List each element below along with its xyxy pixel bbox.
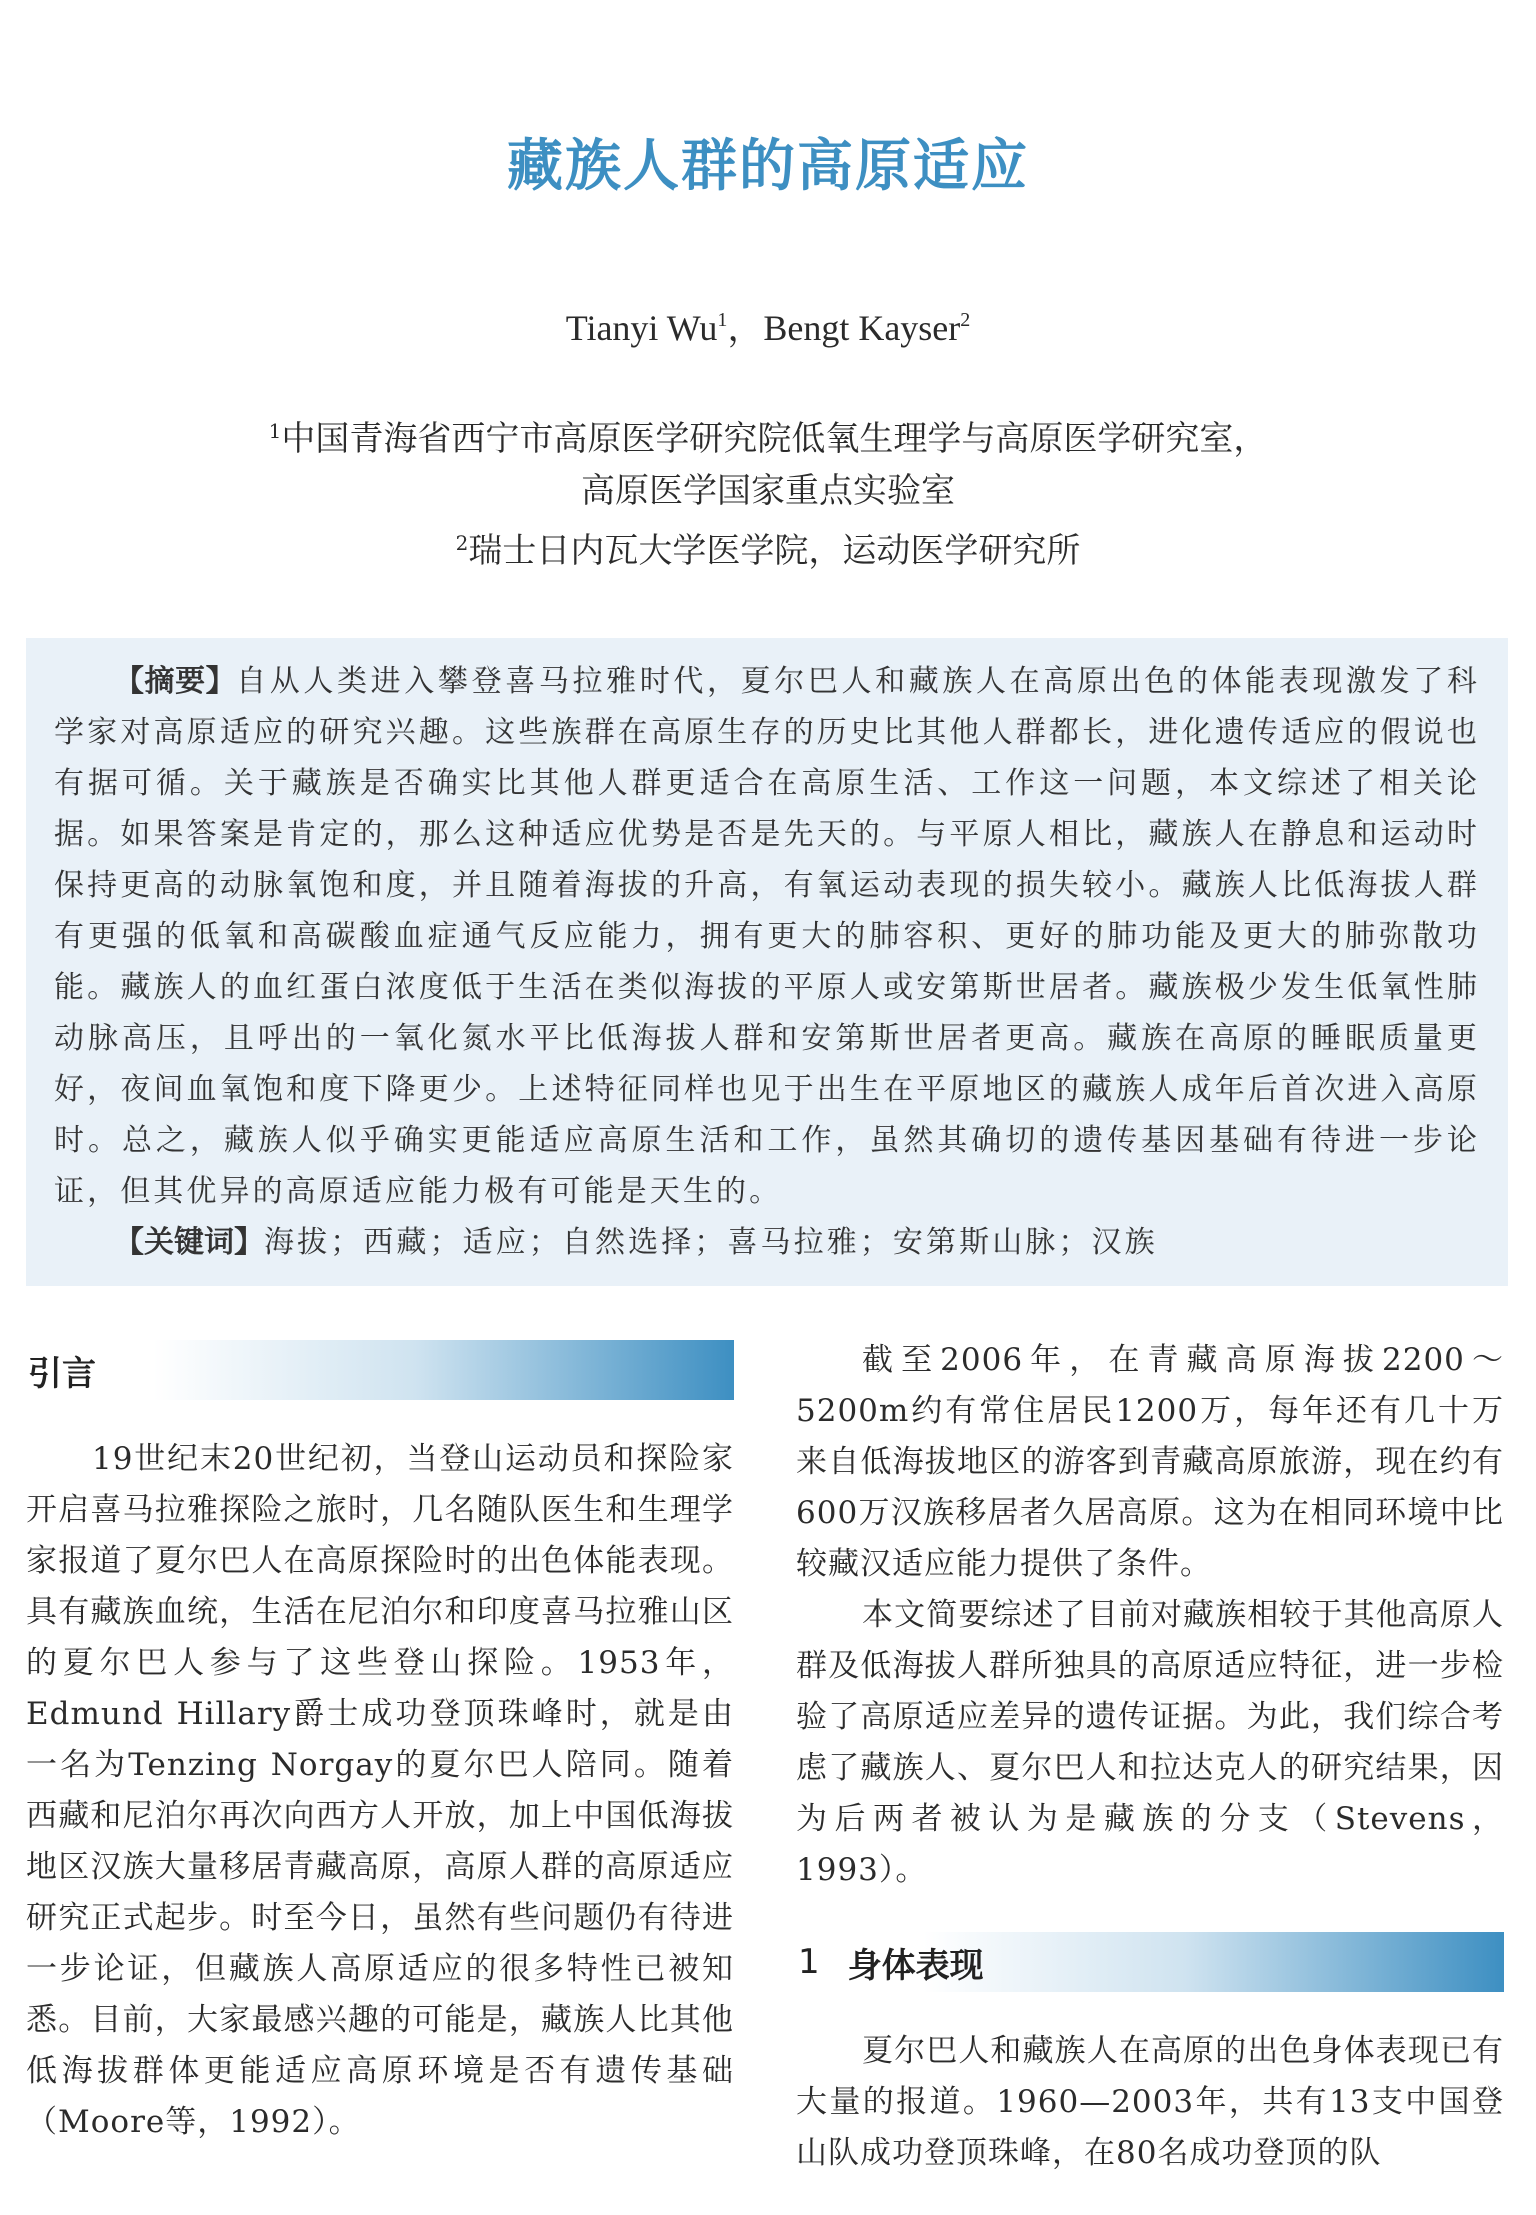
body-paragraph: 19世纪末20世纪初，当登山运动员和探险家开启喜马拉雅探险之旅时，几名随队医生和生理学家报道了夏尔巴人在高原探险时的出色体能表现。具有藏族血统，生活在尼泊尔和印度喜马拉雅山区的夏尔巴人参与了这些登山探险。1953年，Edmund Hillary爵士成功登顶珠峰时，就是由一名为Tenzing Norgay的夏尔巴人陪同。随着西藏和尼泊尔再次向西方人开放，加上中国低海拔地区汉族大量移居青藏高原，高原人群的高原适应研究正式起步。时至今日，虽然有些问题仍有待进一步论证，但藏族人高原适应的很多特性已被知悉。目前，大家最感兴趣的可能是，藏族人比其他低海拔群体更能适应高原环境是否有遗传基础（Moore等，1992）。 [26,1441,734,2140]
section-title: 引言 [28,1353,96,1394]
author-affil-marker: 1 [717,309,728,331]
body-paragraph: 夏尔巴人和藏族人在高原的出色身体表现已有大量的报道。1960—2003年，共有13支中国登山队成功登顶珠峰，在80名成功登顶的队 [796,2033,1504,2171]
author-line [0,300,1536,351]
author-name: Bengt Kayser [763,308,961,348]
affiliation-1: $^1$中国青海省西宁市高原医学研究院低氧生理学与高原医学研究室， [268,419,1268,459]
keywords-paragraph [54,1217,1480,1268]
author-name: Tianyi Wu [565,308,718,348]
keywords-text: 海拔；西藏；适应；自然选择；喜马拉雅；安第斯山脉；汉族 [264,1225,1158,1260]
affiliation-2: $^2$瑞士日内瓦大学医学院，运动医学研究所 [455,531,1081,571]
author-separator: ， [727,308,764,348]
affiliations [0,405,1536,577]
left-column [26,1340,734,2148]
right-column [796,1335,1504,2179]
body-paragraph: 截至2006年，在青藏高原海拔2200～5200m约有常住居民1200万，每年还有几十万来自低海拔地区的游客到青藏高原旅游，现在约有600万汉族移居者久居高原。这为在相同环境中比较藏汉适应能力提供了条件。 [796,1342,1504,1582]
abstract-paragraph [54,656,1480,1217]
abstract-box [26,638,1508,1286]
body-paragraph: 本文简要综述了目前对藏族相较于其他高原人群及低海拔人群所独具的高原适应特征，进一步检验了高原适应差异的遗传证据。为此，我们综合考虑了藏族人、夏尔巴人和拉达克人的研究结果，因为后两者被认为是藏族的分支（Stevens，1993）。 [796,1597,1504,1888]
keywords-label: 【关键词】 [114,1225,264,1260]
abstract-label: 【摘要】 [114,664,237,699]
section-heading-1 [796,1932,1504,1992]
section-heading-intro [26,1340,734,1400]
section-number: 1 [798,1942,820,1982]
page-title: 藏族人群的高原适应 [507,133,1029,199]
abstract-text: 自从人类进入攀登喜马拉雅时代，夏尔巴人和藏族人在高原出色的体能表现激发了科学家对高原适应的研究兴趣。这些族群在高原生存的历史比其他人群都长，进化遗传适应的假说也有据可循。关于藏族是否确实比其他人群更适合在高原生活、工作这一问题，本文综述了相关论据。如果答案是肯定的，那么这种适应优势是否是先天的。与平原人相比，藏族人在静息和运动时保持更高的动脉氧饱和度，并且随着海拔的升高，有氧运动表现的损失较小。藏族人比低海拔人群有更强的低氧和高碳酸血症通气反应能力，拥有更大的肺容积、更好的肺功能及更大的肺弥散功能。藏族人的血红蛋白浓度低于生活在类似海拔的平原人或安第斯世居者。藏族极少发生低氧性肺动脉高压，且呼出的一氧化氮水平比低海拔人群和安第斯世居者更高。藏族在高原的睡眠质量更好，夜间血氧饱和度下降更少。上述特征同样也见于出生在平原地区的藏族人成年后首次进入高原时。总之，藏族人似乎确实更能适应高原生活和工作，虽然其确切的遗传基因基础有待进一步论证，但其优异的高原适应能力极有可能是天生的。 [54,664,1481,1209]
section-title: 身体表现 [847,1945,984,1986]
affiliation-1-cont: 高原医学国家重点实验室 [581,471,955,511]
author-affil-marker: 2 [960,309,971,331]
